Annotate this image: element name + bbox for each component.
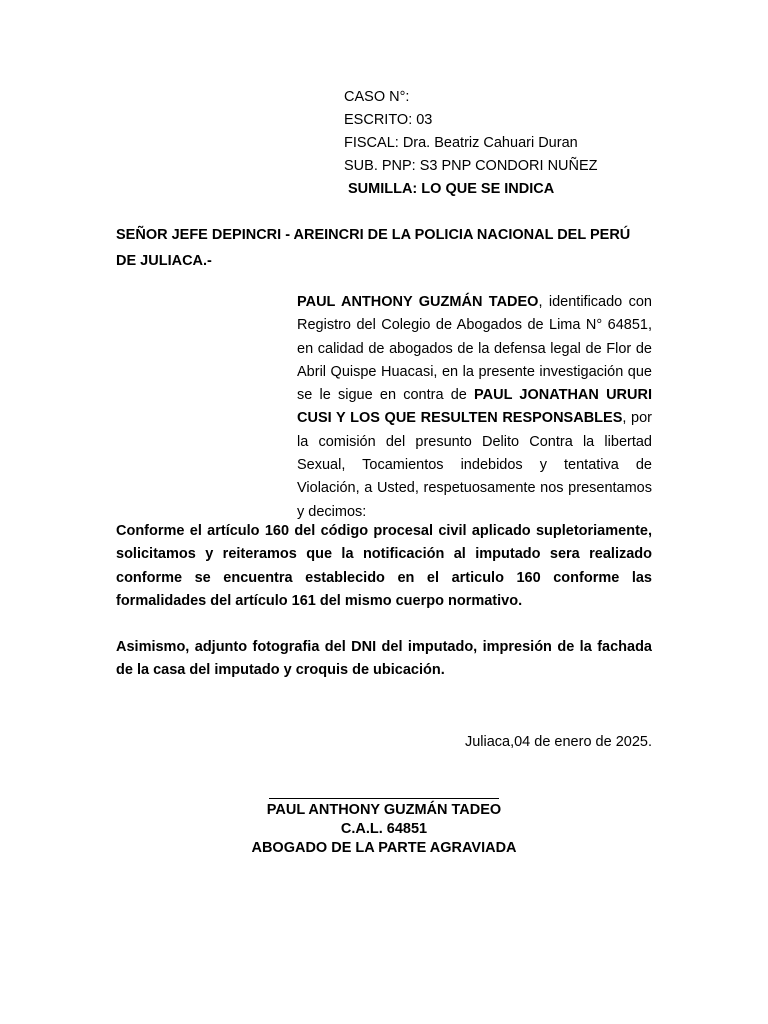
addressee: SEÑOR JEFE DEPINCRI - AREINCRI DE LA POLICIA NACIONAL DEL PERÚ DE JULIACA.- <box>116 227 631 269</box>
place-date: Juliaca,04 de enero de 2025. <box>464 734 652 750</box>
signature-block <box>230 782 538 858</box>
signer-cal: C.A.L. 64851 <box>340 821 428 837</box>
signer-role: ABOGADO DE LA PARTE AGRAVIADA <box>251 840 517 856</box>
intro-text-2: , por la comisión del presunto Delito Contra la libertad Sexual, Tocamientos indebidos y tentativa de Violación, a Usted, respetuosamente nos presentamos y decimos: <box>297 410 653 520</box>
signer-name: PAUL ANTHONY GUZMÁN TADEO <box>266 802 502 818</box>
sumilla: SUMILLA: LO QUE SE INDICA <box>348 181 555 197</box>
intro-paragraph <box>297 291 652 524</box>
lawyer-name: PAUL ANTHONY GUZMÁN TADEO <box>297 294 539 310</box>
fiscal-name: FISCAL: Dra. Beatriz Cahuari Duran <box>344 135 578 151</box>
escrito-number: ESCRITO: 03 <box>344 112 433 128</box>
case-number: CASO N°: <box>344 89 410 105</box>
sub-pnp: SUB. PNP: S3 PNP CONDORI NUÑEZ <box>344 158 598 174</box>
case-header <box>344 86 598 201</box>
body-paragraph-1: Conforme el artículo 160 del código procesal civil aplicado supletoriamente, solicitamos y reiteramos que la notificación al imputado sera realizado conforme se encuentra establecido en el articulo 160 conforme las formalidades del artículo 161 del mismo cuerpo normativo. <box>116 523 652 609</box>
body-paragraph-2: Asimismo, adjunto fotografia del DNI del imputado, impresión de la fachada de la casa del imputado y croquis de ubicación. <box>116 639 652 679</box>
accused-name: PAUL JONATHAN URURI CUSI Y LOS QUE RESULTEN RESPONSABLES <box>297 387 652 427</box>
intro-text-1: , identificado con Registro del Colegio de Abogados de Lima N° 64851, en calidad de abogados de la defensa legal de Flor de Abril Quispe Huacasi, en la presente investigación que se le sigue en contra de <box>297 294 652 404</box>
signature-line <box>269 782 499 799</box>
